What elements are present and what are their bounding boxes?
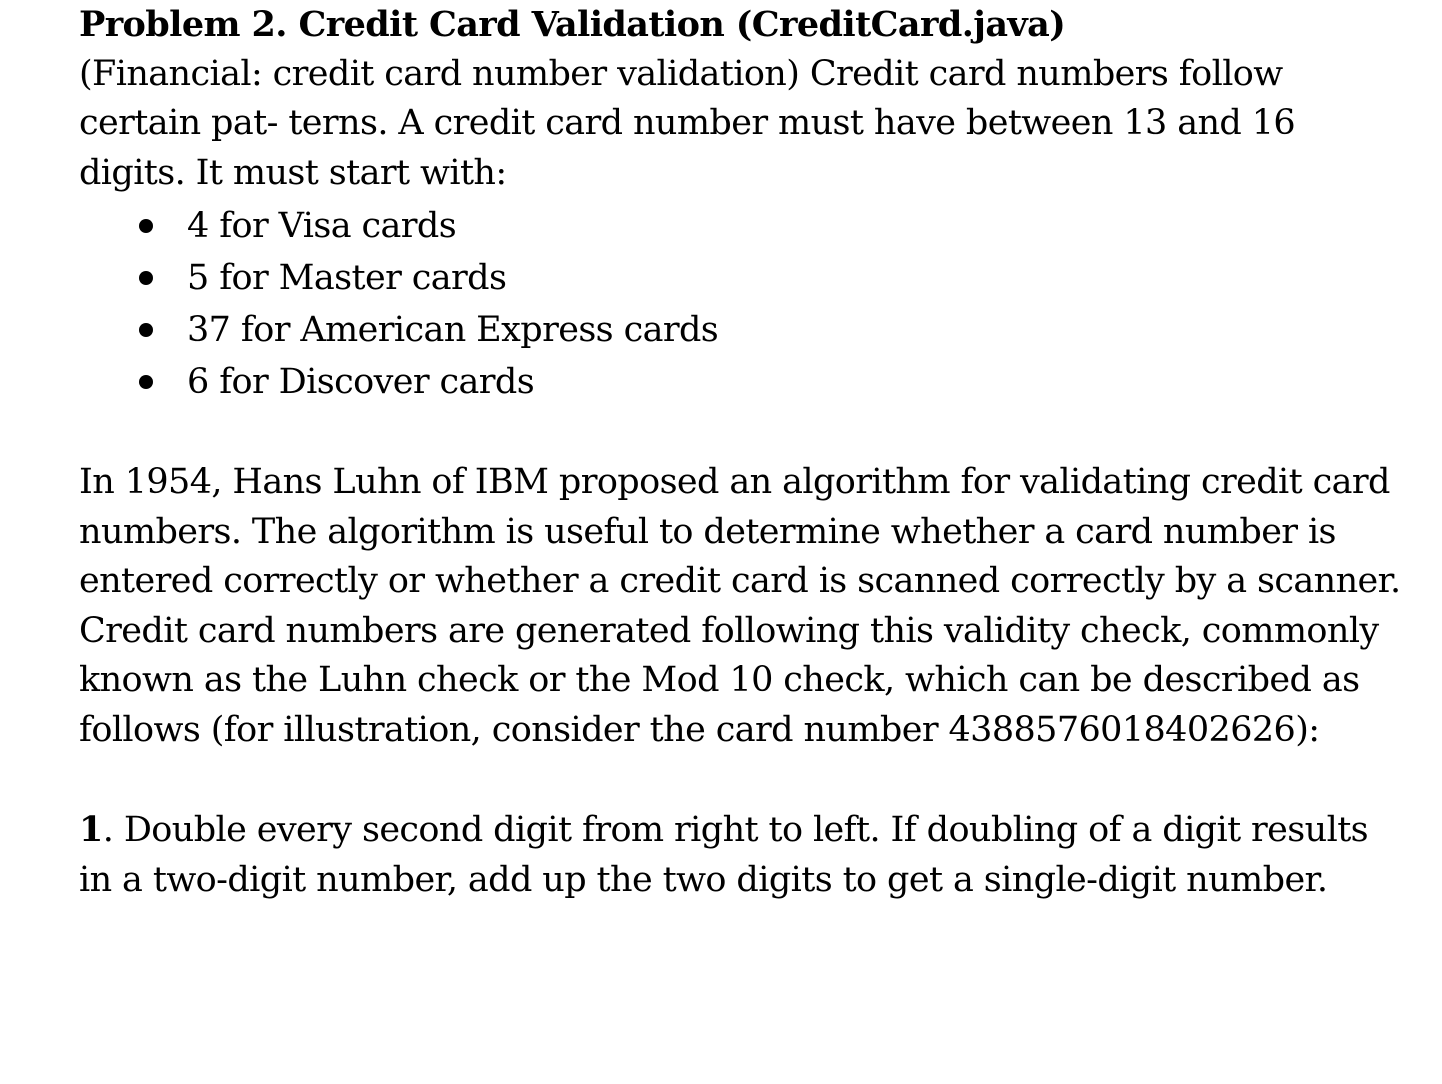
list-item [79, 356, 1409, 408]
list-item-text: 6 for Discover cards [187, 362, 535, 402]
spacer [79, 408, 1409, 458]
spacer [79, 755, 1409, 805]
bullet-icon [139, 271, 153, 285]
list-item [79, 200, 1409, 252]
intro-paragraph: (Financial: credit card number validation) Credit card numbers follow certain pat- terns. A credit card number must have between 13 and 16 digits. It must start with: [79, 53, 1296, 193]
problem-title: Problem 2. Credit Card Validation (CreditCard.java) [79, 4, 1066, 45]
list-item-text: 5 for Master cards [187, 258, 507, 298]
step-number: 1 [79, 809, 103, 850]
bullet-icon [139, 375, 153, 389]
bullet-icon [139, 323, 153, 337]
list-item [79, 252, 1409, 304]
document-page [79, 0, 1409, 905]
step-1-paragraph [79, 805, 1409, 905]
step-text: . Double every second digit from right to left. If doubling of a digit results in a two-digit number, add up the two digits to get a single-digit number. [79, 810, 1369, 900]
list-item-text: 37 for American Express cards [187, 310, 719, 350]
card-prefix-list [79, 200, 1409, 408]
list-item-text: 4 for Visa cards [187, 206, 457, 246]
list-item [79, 304, 1409, 356]
bullet-icon [139, 219, 153, 233]
luhn-paragraph: In 1954, Hans Luhn of IBM proposed an algorithm for validating credit card numbers. The algorithm is useful to determine whether a card number is entered correctly or whether a credit card is scanned correctly by a scanner. Credit card numbers are generated following this validity check, commonly known as the Luhn check or the Mod 10 check, which can be described as follows (for illustration, consider the card number 4388576018402626): [79, 462, 1401, 750]
